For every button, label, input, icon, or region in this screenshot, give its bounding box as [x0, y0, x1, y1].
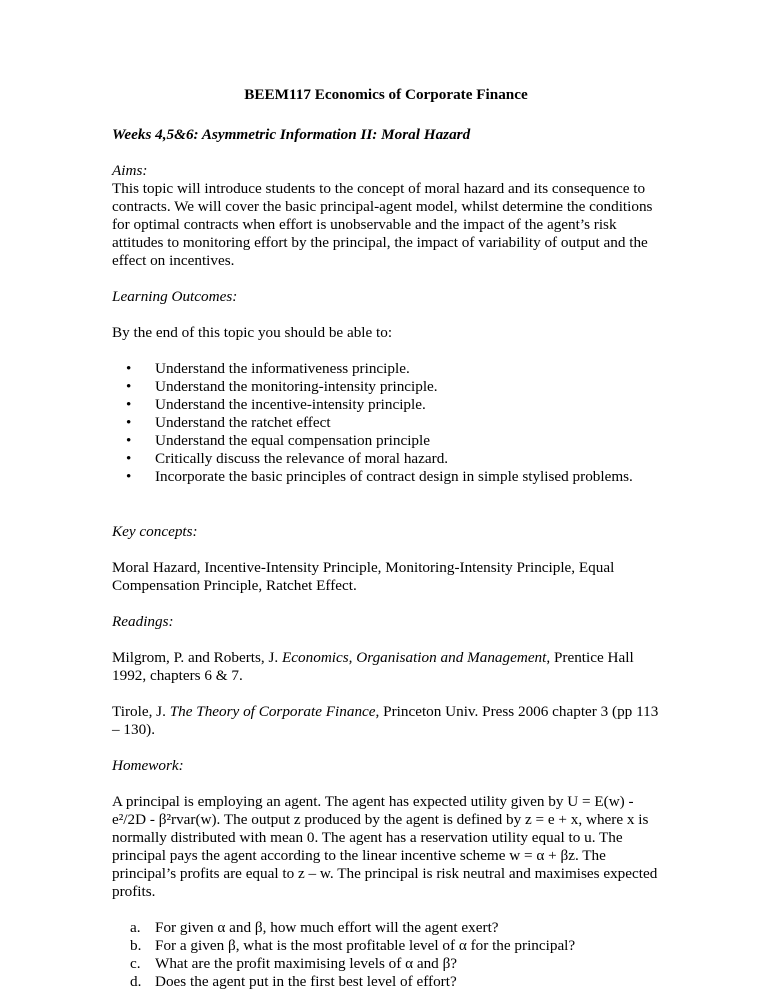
- reading-item: [112, 703, 660, 739]
- homework-heading: Homework:: [112, 757, 184, 774]
- list-item: [112, 396, 660, 414]
- list-item: [112, 414, 660, 432]
- homework-questions: [112, 919, 660, 991]
- question-text: What are the profit maximising levels of α and β?: [155, 955, 458, 972]
- list-item: [112, 468, 660, 486]
- bullet-icon: •: [126, 378, 132, 395]
- list-item-text: Understand the informativeness principle.: [155, 360, 410, 377]
- learning-outcomes-section: [112, 288, 660, 306]
- question-text: For given α and β, how much effort will the agent exert?: [155, 919, 499, 936]
- question-label: a.: [130, 919, 141, 936]
- aims-heading: Aims:: [112, 162, 148, 179]
- learning-outcomes-intro: By the end of this topic you should be able to:: [112, 324, 393, 341]
- aims-section: [112, 162, 660, 270]
- homework-text: A principal is employing an agent. The agent has expected utility given by U = E(w) - e²/2D - β²rvar(w). The output z produced by the agent is defined by z = e + x, where x is normally distributed with mean 0. The agent has a reservation utility equal to u. The principal pays the agent according to the linear incentive scheme w = α + βz. The principal’s profits are equal to z – w. The principal is risk neutral and maximises expected profits.: [112, 793, 658, 900]
- list-item-text: Critically discuss the relevance of moral hazard.: [155, 450, 449, 467]
- key-concepts-section: [112, 523, 660, 541]
- bullet-icon: •: [126, 414, 132, 431]
- question-item: [112, 955, 660, 973]
- list-item-text: Understand the ratchet effect: [155, 414, 331, 431]
- question-label: b.: [130, 937, 142, 954]
- document-body: [112, 86, 660, 991]
- question-text: Does the agent put in the first best level of effort?: [155, 973, 457, 990]
- readings-heading: Readings:: [112, 613, 174, 630]
- bullet-icon: •: [126, 432, 132, 449]
- bullet-icon: •: [126, 468, 132, 485]
- reading-author: Tirole, J.: [112, 703, 170, 720]
- list-item-text: Understand the incentive-intensity principle.: [155, 396, 426, 413]
- bullet-icon: •: [126, 360, 132, 377]
- list-item-text: Understand the equal compensation principle: [155, 432, 430, 449]
- reading-details: , Princeton Univ. Press 2006 chapter 3 (pp 113 – 130).: [112, 703, 659, 738]
- list-item: [112, 378, 660, 396]
- list-item: [112, 360, 660, 378]
- reading-author: Milgrom, P. and Roberts, J.: [112, 649, 283, 666]
- question-label: d.: [130, 973, 142, 990]
- homework-section: [112, 757, 660, 775]
- list-item-text: Incorporate the basic principles of contract design in simple stylised problems.: [155, 468, 633, 485]
- question-item: [112, 919, 660, 937]
- reading-details: , Prentice Hall 1992, chapters 6 & 7.: [112, 649, 634, 684]
- list-item-text: Understand the monitoring-intensity principle.: [155, 378, 438, 395]
- list-item: [112, 450, 660, 468]
- list-item: [112, 432, 660, 450]
- learning-outcomes-heading: Learning Outcomes:: [112, 288, 238, 305]
- document-subtitle: Weeks 4,5&6: Asymmetric Information II: Moral Hazard: [112, 126, 471, 143]
- learning-outcomes-list: [112, 360, 660, 486]
- aims-text: This topic will introduce students to the concept of moral hazard and its consequence to contracts. We will cover the basic principal-agent model, whilst determine the conditions for optimal contracts when effort is unobservable and the impact of the agent’s risk attitudes to monitoring effort by the principal, the impact of variability of output and the effect on incentives.: [112, 180, 653, 269]
- question-item: [112, 937, 660, 955]
- question-item: [112, 973, 660, 991]
- readings-section: [112, 613, 660, 631]
- document-title: BEEM117 Economics of Corporate Finance: [244, 86, 528, 103]
- reading-title: Economics, Organisation and Management: [282, 649, 547, 666]
- bullet-icon: •: [126, 396, 132, 413]
- bullet-icon: •: [126, 450, 132, 467]
- question-text: For a given β, what is the most profitable level of α for the principal?: [155, 937, 576, 954]
- question-label: c.: [130, 955, 141, 972]
- key-concepts-text: Moral Hazard, Incentive-Intensity Principle, Monitoring-Intensity Principle, Equal Compensation Principle, Ratchet Effect.: [112, 559, 615, 594]
- reading-item: [112, 649, 660, 685]
- key-concepts-heading: Key concepts:: [112, 523, 198, 540]
- reading-title: The Theory of Corporate Finance: [169, 703, 376, 720]
